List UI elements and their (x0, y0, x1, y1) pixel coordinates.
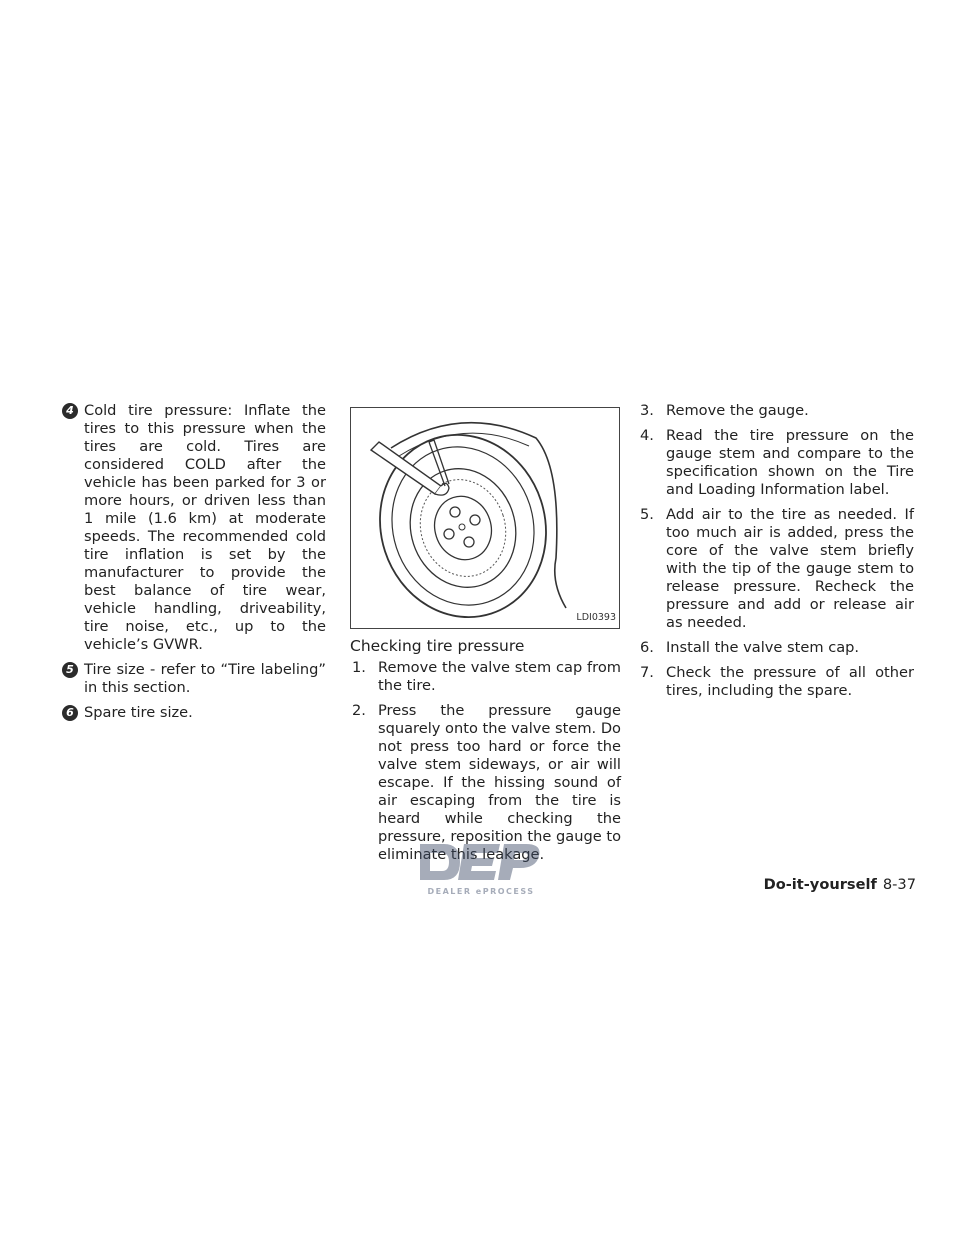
step-number: 4. (640, 427, 654, 444)
callout-list (62, 402, 326, 729)
step-text: Remove the gauge. (666, 402, 809, 419)
tire-with-gauge-icon (351, 408, 619, 628)
callout-number-4: 4 (62, 403, 78, 419)
step-number: 3. (640, 402, 654, 419)
step-text: Remove the valve stem cap from the tire. (378, 659, 621, 694)
footer-section: Do-it-yourself (763, 876, 877, 893)
section-heading: Checking tire pressure (350, 637, 525, 655)
step-number: 2. (352, 702, 366, 719)
step-number: 1. (352, 659, 366, 676)
step-item (640, 639, 914, 657)
page-footer (764, 876, 916, 893)
dep-logo-icon (418, 842, 544, 884)
step-item (640, 664, 914, 700)
step-item (640, 402, 914, 420)
step-item (350, 702, 621, 864)
step-item (350, 659, 621, 695)
callout-number-5: 5 (62, 662, 78, 678)
step-text: Install the valve stem cap. (666, 639, 860, 656)
tire-pressure-gauge-illustration (350, 407, 620, 629)
watermark-text: DEALER ePROCESS (427, 887, 535, 896)
step-number: 5. (640, 506, 654, 523)
step-item (640, 506, 914, 632)
callout-number-6: 6 (62, 705, 78, 721)
dealer-eprocess-watermark (418, 842, 544, 896)
step-text: Add air to the tire as needed. If too much air is added, press the core of the valve stem briefly with the tip of the gauge stem to release pressure. Recheck the pressure and add or release air as needed. (666, 506, 914, 631)
callout-item (62, 704, 326, 722)
page-number: 8-37 (882, 876, 916, 893)
step-number: 6. (640, 639, 654, 656)
callout-item (62, 402, 326, 654)
middle-column (350, 407, 621, 871)
callout-text: Cold tire pressure: Inflate the tires to this pressure when the tires are cold. Tires are considered COLD after the vehicle has been parked for 3 or more hours, or driven less than 1 mile (1.6 km) at moderate speeds. The recommended cold tire inflation is set by the manufacturer to provide the best balance of tire wear, vehicle handling, driveability, tire noise, etc., up to the vehicle’s GVWR. (84, 402, 326, 653)
step-text: Press the pressure gauge squarely onto the valve stem. Do not press too hard or force the valve stem sideways, or air will escape. If the hissing sound of air escaping from the tire is heard while checking the pressure, reposition the gauge to eliminate this leakage. (378, 702, 621, 863)
step-item (640, 427, 914, 499)
callout-text: Tire size - refer to “Tire labeling” in this section. (84, 661, 326, 696)
step-number: 7. (640, 664, 654, 681)
callout-text: Spare tire size. (84, 704, 193, 721)
callout-item (62, 661, 326, 697)
step-text: Read the tire pressure on the gauge stem and compare to the specification shown on the Tire and Loading Information label. (666, 427, 914, 498)
figure-code: LDI0393 (576, 612, 616, 623)
step-text: Check the pressure of all other tires, including the spare. (666, 664, 914, 699)
right-column (640, 402, 914, 707)
